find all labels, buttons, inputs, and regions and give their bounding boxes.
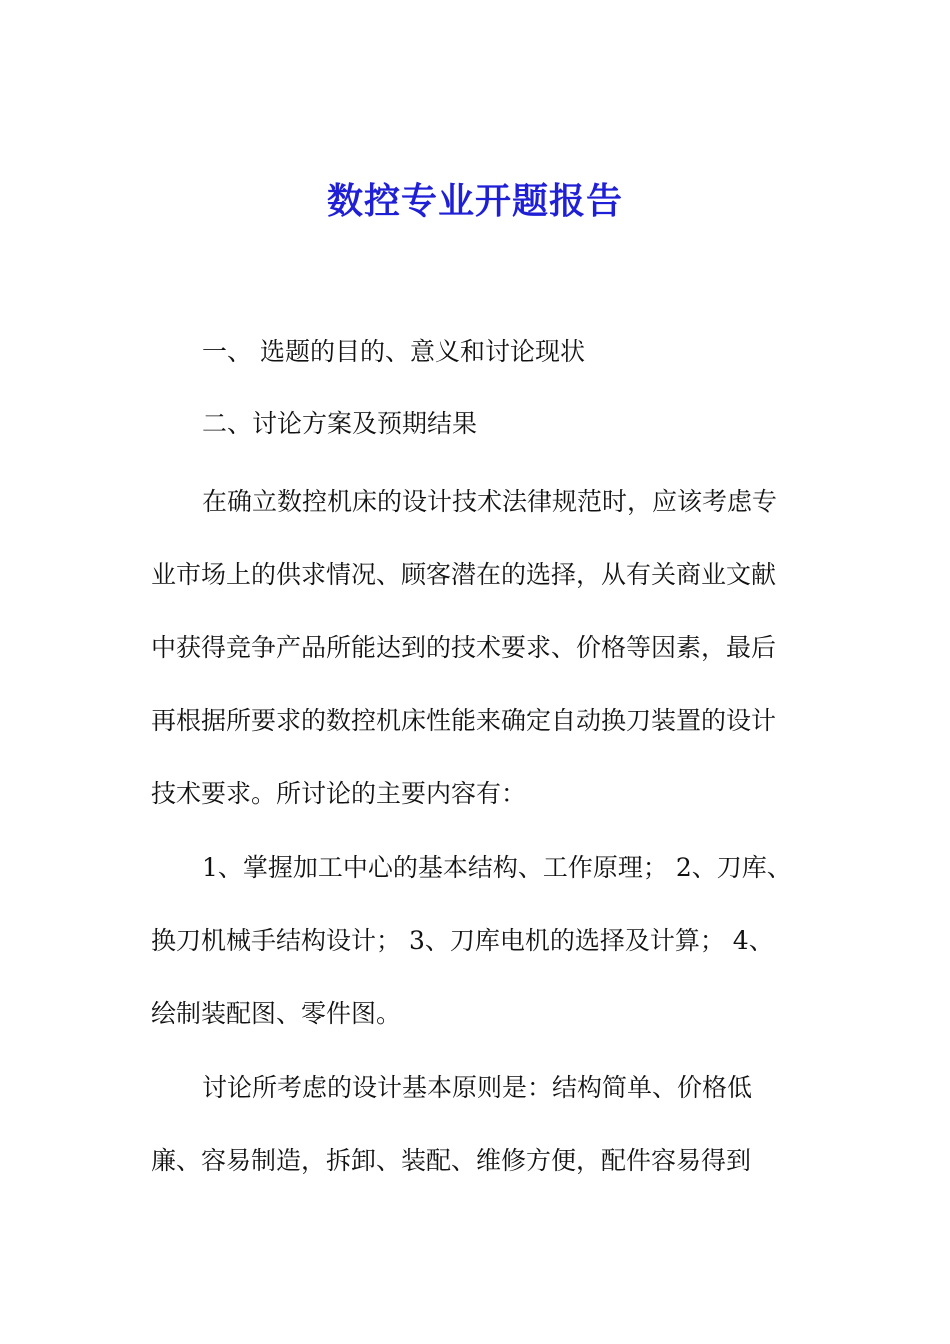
paragraph-line: 业市场上的供求情况、顾客潜在的选择，从有关商业文献 bbox=[151, 560, 777, 589]
section-heading-2: 二、讨论方案及预期结果 bbox=[202, 409, 478, 438]
paragraph-line: 讨论所考虑的设计基本原则是：结构简单、价格低 bbox=[202, 1073, 753, 1102]
paragraph-line: 在确立数控机床的设计技术法律规范时，应该考虑专 bbox=[202, 487, 778, 516]
document-title: 数控专业开题报告 bbox=[326, 181, 623, 222]
paragraph-line: 绘制装配图、零件图。 bbox=[151, 999, 402, 1028]
section-heading-1: 一、 选题的目的、意义和讨论现状 bbox=[202, 337, 585, 366]
paragraph-line: 技术要求。所讨论的主要内容有： bbox=[151, 779, 527, 808]
paragraph-1 bbox=[151, 465, 791, 830]
paragraph-3 bbox=[151, 1051, 791, 1197]
paragraph-line: 廉、容易制造，拆卸、装配、维修方便，配件容易得到 bbox=[151, 1146, 752, 1175]
paragraph-line: 换刀机械手结构设计； 3、刀库电机的选择及计算； 4、 bbox=[151, 926, 774, 955]
paragraph-line: 再根据所要求的数控机床性能来确定自动换刀装置的设计 bbox=[151, 706, 777, 735]
paragraph-line: 1、掌握加工中心的基本结构、工作原理； 2、刀库、 bbox=[202, 853, 792, 882]
paragraph-line: 中获得竞争产品所能达到的技术要求、价格等因素，最后 bbox=[151, 633, 777, 662]
paragraph-2 bbox=[151, 831, 791, 1050]
